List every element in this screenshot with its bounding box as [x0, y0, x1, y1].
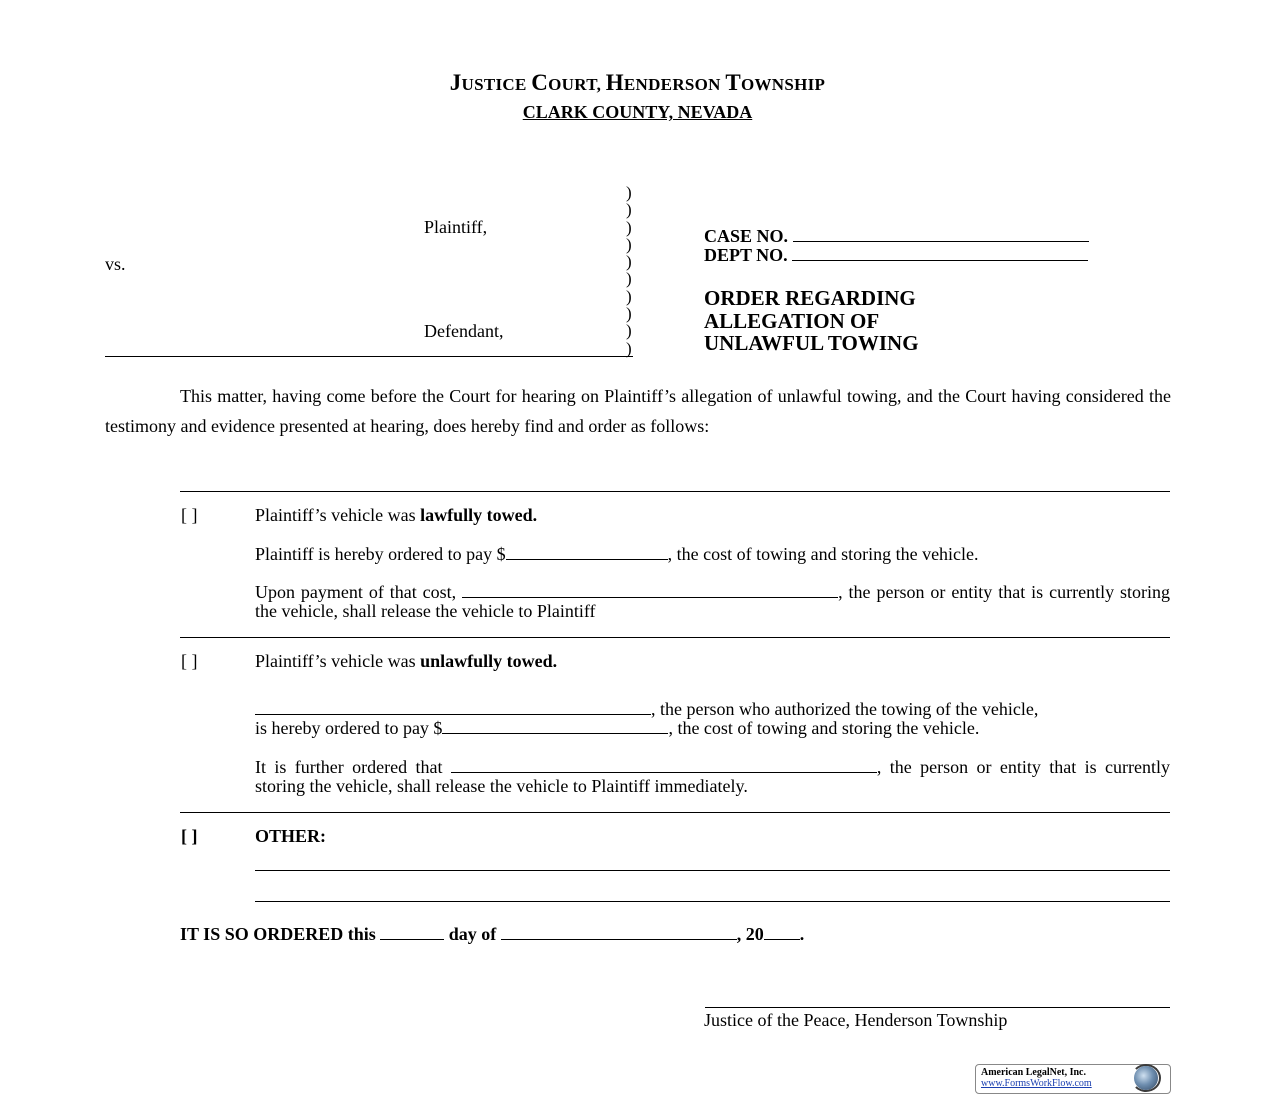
section-divider — [180, 637, 1170, 638]
authorizer-amount-field[interactable] — [442, 733, 668, 734]
court-title — [0, 70, 1275, 96]
order-year-field[interactable] — [764, 939, 800, 940]
storing-entity-field[interactable] — [462, 597, 838, 598]
line-text: is hereby ordered to pay $ — [255, 718, 443, 738]
line-text: , the cost of towing and storing the vehicle. — [667, 544, 979, 564]
logo-url-link[interactable]: www.FormsWorkFlow.com — [981, 1078, 1092, 1089]
signature-label: Justice of the Peace, Henderson Township — [704, 1010, 1008, 1030]
lawfully-towed-heading — [255, 505, 537, 526]
line-text: , the cost of towing and storing the vehicle. — [668, 718, 980, 738]
plaintiff-label: Plaintiff, — [424, 217, 488, 237]
authorizer-pay-paragraph — [255, 700, 1170, 738]
case-no-field[interactable] — [793, 241, 1089, 242]
other-line-1[interactable] — [255, 870, 1170, 871]
heading-text: Plaintiff’s vehicle was — [255, 505, 421, 525]
logo-company-name: American LegalNet, Inc. — [981, 1067, 1086, 1078]
order-title-line: ALLEGATION OF — [704, 308, 880, 333]
vs-label: vs. — [105, 254, 126, 274]
paren: ) — [626, 321, 632, 341]
court-title-part: ENDERSON — [623, 75, 726, 94]
paren: ) — [626, 286, 632, 306]
authorizer-name-field[interactable] — [255, 714, 651, 715]
line-text: Upon payment of that cost, — [255, 582, 463, 602]
paren: ) — [626, 269, 632, 289]
signature-line[interactable] — [705, 1007, 1170, 1008]
paren: ) — [626, 338, 632, 358]
intro-paragraph — [105, 382, 1171, 441]
court-title-part: T — [725, 70, 741, 95]
other-heading: OTHER: — [255, 826, 327, 846]
paren: ) — [626, 252, 632, 272]
caption-divider — [105, 356, 633, 357]
intro-text: This matter, having come before the Court for hearing on Plaintiff’s allegation of unlawful towing, and the Court having considered the testimony and evidence presented at hearing, does hereby find and order as follows: — [105, 386, 1171, 436]
case-no-label: CASE NO. — [704, 226, 789, 246]
checkbox-unlawfully-towed[interactable]: [ ] — [181, 651, 198, 671]
case-no-row — [704, 226, 1089, 247]
payment-release-paragraph — [255, 583, 1170, 621]
line-text: IT IS SO ORDERED this — [180, 924, 381, 944]
line-text: . — [799, 924, 805, 944]
dept-no-row — [704, 245, 1088, 266]
section-divider — [180, 491, 1170, 492]
paren: ) — [626, 234, 632, 254]
order-title — [704, 287, 919, 355]
dept-no-label: DEPT NO. — [704, 245, 788, 265]
globe-icon — [1134, 1066, 1158, 1090]
line-text: , the person who authorized the towing of the vehicle, — [651, 699, 1039, 719]
heading-bold-text: lawfully towed. — [420, 505, 538, 525]
court-title-part: J — [449, 70, 462, 95]
storing-entity-field-2[interactable] — [451, 772, 877, 773]
line-text: , 20 — [736, 924, 764, 944]
line-text: It is further ordered that — [255, 757, 451, 777]
court-title-part: USTICE — [461, 75, 532, 94]
line-text: day of — [444, 924, 501, 944]
paren: ) — [626, 200, 632, 220]
line-text: , the person or entity that is currently storing the vehicle, shall release the vehicle to Plaintiff — [255, 582, 1170, 621]
line-text: , the person or entity that is currently storing the vehicle, shall release the vehicle to Plaintiff immediately. — [255, 757, 1170, 796]
order-title-line: UNLAWFUL TOWING — [704, 331, 919, 355]
caption-parens — [626, 184, 632, 357]
section-divider — [180, 812, 1170, 813]
order-month-field[interactable] — [501, 939, 737, 940]
plaintiff-amount-field[interactable] — [506, 559, 668, 560]
other-line-2[interactable] — [255, 901, 1170, 902]
court-title-part: C — [531, 70, 549, 95]
court-title-part: OWNSHIP — [740, 75, 826, 94]
heading-text: Plaintiff’s vehicle was — [255, 651, 421, 671]
county-subtitle: CLARK COUNTY, NEVADA — [522, 102, 753, 122]
checkbox-other[interactable]: [ ] — [181, 826, 198, 846]
heading-bold-text: unlawfully towed. — [420, 651, 558, 671]
checkbox-lawfully-towed[interactable]: [ ] — [181, 505, 198, 525]
court-title-part: OURT, — [548, 75, 606, 94]
paren: ) — [626, 183, 632, 202]
unlawfully-towed-heading — [255, 651, 557, 672]
dept-no-field[interactable] — [792, 260, 1088, 261]
defendant-label: Defendant, — [424, 321, 504, 341]
so-ordered-line — [180, 924, 804, 945]
plaintiff-pay-line — [255, 544, 979, 565]
order-title-line: ORDER REGARDING — [704, 286, 916, 310]
line-text: Plaintiff is hereby ordered to pay $ — [255, 544, 506, 564]
court-title-part: H — [605, 70, 624, 95]
paren: ) — [626, 304, 632, 324]
order-day-field[interactable] — [380, 939, 444, 940]
paren: ) — [626, 217, 632, 237]
further-order-paragraph — [255, 758, 1170, 796]
